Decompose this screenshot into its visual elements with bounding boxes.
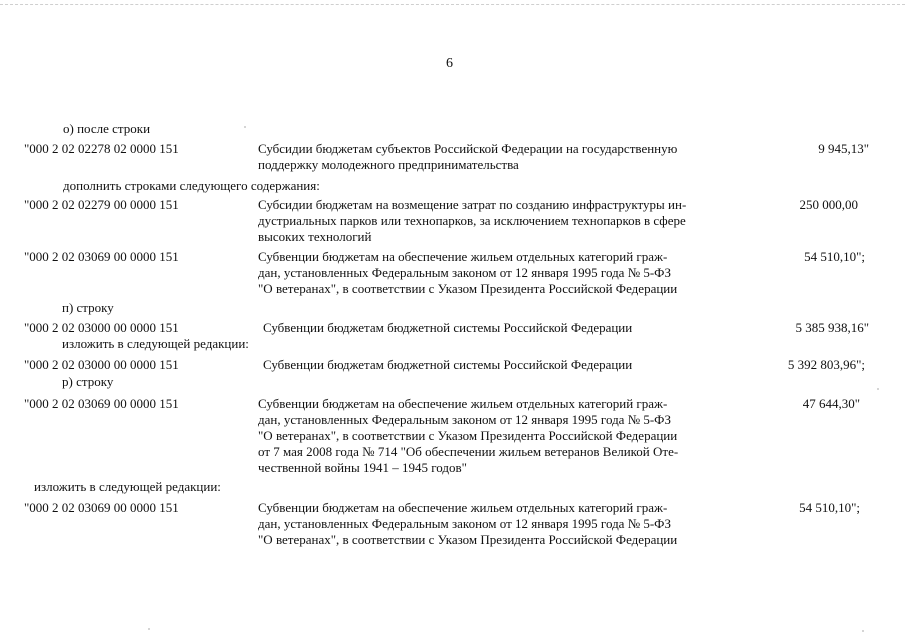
desc-r-line4: от 7 мая 2008 года № 714 "Об обеспечении жильем ветеранов Великой Оте- bbox=[258, 444, 679, 459]
desc-r-line1: Субвенции бюджетам на обеспечение жильем отдельных категорий граж- bbox=[258, 396, 668, 411]
desc-p2: Субвенции бюджетам бюджетной системы Российской Федерации bbox=[263, 357, 633, 372]
desc-r2-line2: дан, установленных Федеральным законом от 12 января 1995 года № 5-ФЗ bbox=[258, 265, 671, 280]
desc-r1-line3: высоких технологий bbox=[258, 229, 372, 244]
amount-r: 47 644,30" bbox=[802, 396, 860, 411]
add-rows-label: дополнить строками следующего содержания: bbox=[63, 178, 320, 193]
code-p: "000 2 02 03000 00 0000 151 bbox=[24, 320, 179, 335]
code-r1: "000 2 02 02279 00 0000 151 bbox=[24, 197, 179, 212]
edit-label-p: изложить в следующей редакции: bbox=[62, 336, 249, 351]
amount-p2: 5 392 803,96"; bbox=[787, 357, 865, 372]
desc-o-line2: поддержку молодежного предпринимательства bbox=[258, 157, 519, 172]
code-p2: "000 2 02 03000 00 0000 151 bbox=[24, 357, 179, 372]
desc-r2-line3: "О ветеранах", в соответствии с Указом Президента Российской Федерации bbox=[258, 281, 678, 296]
scan-speck bbox=[862, 630, 864, 632]
code-r: "000 2 02 03069 00 0000 151 bbox=[24, 396, 179, 411]
code-r2: "000 2 02 03069 00 0000 151 bbox=[24, 249, 179, 264]
desc-r-line5: чественной войны 1941 – 1945 годов" bbox=[258, 460, 467, 475]
desc-r1-line1: Субсидии бюджетам на возмещение затрат по созданию инфраструктуры ин- bbox=[258, 197, 687, 212]
amount-r2: 54 510,10"; bbox=[804, 249, 865, 264]
amount-r2-new: 54 510,10"; bbox=[799, 500, 860, 515]
scan-speck bbox=[244, 126, 246, 128]
section-o-label: о) после строки bbox=[63, 121, 151, 136]
section-r-label: р) строку bbox=[62, 374, 114, 389]
amount-p: 5 385 938,16" bbox=[795, 320, 869, 335]
desc-r2new-line2: дан, установленных Федеральным законом от 12 января 1995 года № 5-ФЗ bbox=[258, 516, 671, 531]
amount-r1: 250 000,00 bbox=[799, 197, 858, 212]
desc-o-line1: Субсидии бюджетам субъектов Российской Федерации на государственную bbox=[258, 141, 678, 156]
edit-label-r: изложить в следующей редакции: bbox=[34, 479, 221, 494]
desc-r-line2: дан, установленных Федеральным законом от 12 января 1995 года № 5-ФЗ bbox=[258, 412, 671, 427]
section-p-label: п) строку bbox=[62, 300, 114, 315]
desc-p: Субвенции бюджетам бюджетной системы Российской Федерации bbox=[263, 320, 633, 335]
scan-top-edge bbox=[0, 4, 905, 6]
scan-speck bbox=[148, 628, 150, 630]
amount-o: 9 945,13" bbox=[818, 141, 869, 156]
page-number: 6 bbox=[446, 56, 453, 71]
desc-r-line3: "О ветеранах", в соответствии с Указом Президента Российской Федерации bbox=[258, 428, 678, 443]
desc-r2new-line1: Субвенции бюджетам на обеспечение жильем отдельных категорий граж- bbox=[258, 500, 668, 515]
scan-speck bbox=[877, 388, 879, 390]
desc-r2new-line3: "О ветеранах", в соответствии с Указом Президента Российской Федерации bbox=[258, 532, 678, 547]
code-o: "000 2 02 02278 02 0000 151 bbox=[24, 141, 179, 156]
desc-r2-line1: Субвенции бюджетам на обеспечение жильем отдельных категорий граж- bbox=[258, 249, 668, 264]
code-r2-new: "000 2 02 03069 00 0000 151 bbox=[24, 500, 179, 515]
desc-r1-line2: дустриальных парков или технопарков, за исключением технопарков в сфере bbox=[258, 213, 686, 228]
